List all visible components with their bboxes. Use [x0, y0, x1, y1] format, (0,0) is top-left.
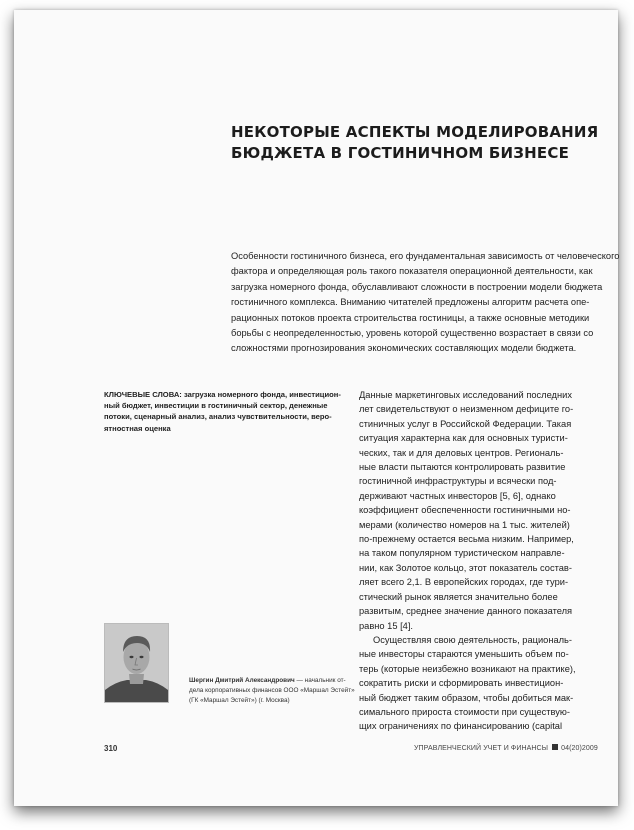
body-text — [359, 388, 599, 734]
body-line: лет свидетельствуют о неизменном дефиците го- — [359, 404, 574, 415]
body-line: терь (которые неизбежно возникают на практике), — [359, 663, 576, 674]
journal-issue: 04(20)2009 — [561, 745, 598, 752]
keywords-block — [104, 389, 349, 434]
author-info — [189, 676, 359, 706]
square-separator-icon — [552, 744, 558, 750]
body-line: ляет всего 2,1. В европейских городах, где тури- — [359, 577, 569, 588]
body-line: держивают частных инвесторов [5, 6], однако — [359, 490, 556, 501]
body-line: коэффициент обеспеченности гостиничными но- — [359, 505, 571, 516]
keywords-line: КЛЮЧЕВЫЕ СЛОВА: загрузка номерного фонда, инвестицион- — [104, 390, 341, 399]
author-name: Шергин Дмитрий Александрович — [189, 677, 295, 684]
title-line: БЮДЖЕТА В ГОСТИНИЧНОМ БИЗНЕСЕ — [231, 144, 570, 162]
abstract-line: гостиничного комплекса. Вниманию читателей предложены алгоритм расчета опе- — [231, 297, 590, 308]
abstract-line: рационных потоков проекта строительства гостиницы, а также основные методики — [231, 312, 590, 323]
author-position-line: (ГК «Маршал Эстейт») (г. Москва) — [189, 697, 290, 704]
body-line: по-прежнему остается весьма низким. Например, — [359, 534, 574, 545]
body-line: нии, как Золотое кольцо, этот показатель состав- — [359, 562, 572, 573]
body-line: равно 15 [4]. — [359, 620, 414, 631]
article-page — [14, 10, 618, 806]
abstract-line: фактора и определяющая роль такого показателя операционной деятельности, как — [231, 266, 593, 277]
body-line: щих ограничениях по финансированию (capital — [359, 721, 563, 732]
page-number: 310 — [104, 744, 118, 753]
body-line: Данные маркетинговых исследований последних — [359, 390, 572, 400]
body-line: на таком популярном туристическом направле- — [359, 548, 565, 559]
body-line: Осуществляя свою деятельность, рациональ- — [373, 634, 572, 645]
journal-name: УПРАВЛЕНЧЕСКИЙ УЧЕТ И ФИНАНСЫ — [414, 745, 548, 752]
author-position-line: дела корпоративных финансов ООО «Маршал Эстейт» — [189, 687, 355, 694]
body-line: стический рынок является значительно более — [359, 591, 558, 602]
author-photo — [104, 623, 169, 703]
abstract-line: загрузка номерного фонда, обуславливают сложности в построении модели бюджета — [231, 281, 603, 292]
body-line: ные власти пытаются контролировать развитие — [359, 462, 566, 473]
abstract-line: Особенности гостиничного бизнеса, его фундаментальная зависимость от человеческого — [231, 251, 620, 261]
body-line: ситуация характерна как для основных туристи- — [359, 433, 568, 444]
abstract — [231, 249, 620, 357]
abstract-line: сложностями прогнозирования экономических составляющих модели бюджета. — [231, 343, 577, 354]
title-line: НЕКОТОРЫЕ АСПЕКТЫ МОДЕЛИРОВАНИЯ — [231, 123, 599, 141]
body-line: ческих, так и для деловых центров. Региональ- — [359, 447, 564, 458]
body-line: развитым, среднее значение данного показателя — [359, 606, 573, 617]
body-line: стиничных услуг в Российской Федерации. Такая — [359, 418, 572, 429]
journal-footer — [414, 744, 598, 752]
body-line: симального прироста стоимости при существую- — [359, 706, 570, 717]
body-line: ный бюджет таким образом, чтобы добиться мак- — [359, 692, 574, 703]
body-line: ные инвесторы стараются уменьшить объем по- — [359, 649, 569, 660]
body-line: сократить риски и сформировать инвестицион- — [359, 678, 564, 689]
author-position: — начальник от- — [294, 677, 346, 684]
abstract-line: борьбы с неопределенностью, уровень которой существенно возрастает в связи со — [231, 328, 594, 339]
keywords-line: потоки, сценарный анализ, анализ чувствительности, веро- — [104, 412, 332, 422]
keywords-line: ятностная оценка — [104, 423, 171, 433]
body-line: мерами (количество номеров на 1 тыс. жителей) — [359, 519, 570, 530]
keywords-line: ный бюджет, инвестиции в гостиничный сектор, денежные — [104, 401, 328, 411]
body-line: гостиничной инфраструктуры и всячески под- — [359, 476, 557, 487]
article-title — [231, 122, 611, 164]
